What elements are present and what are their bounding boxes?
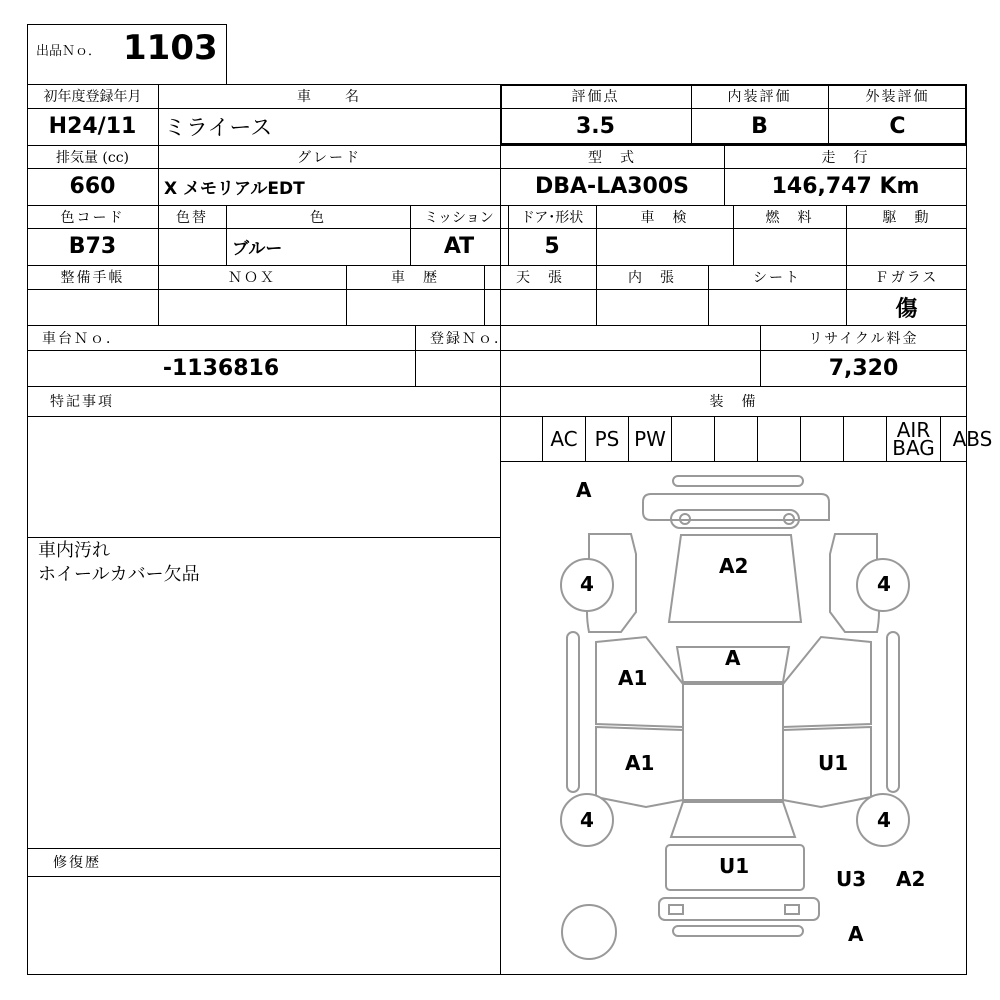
equipment-cell: AIR BAG — [886, 416, 940, 461]
interior-value: B — [751, 114, 768, 139]
exterior-value: C — [889, 114, 906, 139]
grade-label: グレード — [297, 149, 361, 166]
transmission-label: ミッション — [424, 209, 494, 226]
mark-rear-bumper: A — [848, 922, 864, 946]
mark-front: A — [576, 478, 592, 502]
equipment-cell — [843, 416, 886, 461]
inspection-value — [596, 228, 733, 265]
drive-value — [846, 228, 967, 265]
nox-label: ＮＯＸ — [228, 270, 276, 286]
color-label: 色 — [310, 209, 326, 226]
equipment-cell: AC — [542, 416, 585, 461]
drive-label: 駆 動 — [882, 209, 931, 226]
score-value: 3.5 — [576, 114, 615, 139]
equipment-cell: PS — [585, 416, 628, 461]
color-change-label: 色替 — [176, 209, 208, 226]
equipment-cell — [800, 416, 843, 461]
roof — [683, 684, 783, 800]
score-label: 評価点 — [571, 89, 620, 105]
car-name-label: 車 名 — [297, 89, 361, 105]
mileage-value: 146,747 Km — [771, 174, 920, 199]
displacement-label: 排気量 (cc) — [55, 149, 130, 166]
model-label: 型 式 — [588, 149, 636, 166]
mark-tire-rl: 4 — [580, 808, 594, 832]
color-change-value — [158, 228, 226, 265]
fuel-value — [733, 228, 846, 265]
equipment-cell — [500, 416, 542, 461]
spare-tire — [562, 905, 616, 959]
fuel-label: 燃 料 — [765, 209, 814, 226]
model-value: DBA-LA300S — [535, 174, 689, 199]
repair-label: 修復歴 — [53, 855, 101, 871]
mark-front-left-door: A1 — [618, 666, 648, 690]
mileage-label: 走 行 — [821, 149, 870, 166]
inner-label: 内 張 — [628, 270, 676, 286]
door-label: ドア･形状 — [520, 209, 584, 226]
maintenance-label: 整備手帳 — [60, 270, 125, 286]
registration-value — [415, 350, 760, 386]
first-reg-value: H24/11 — [48, 114, 137, 139]
equipment-cell: PW — [628, 416, 671, 461]
rear-window — [671, 802, 795, 837]
mark-tire-rr: 4 — [877, 808, 891, 832]
color-code-label: 色コード — [60, 209, 125, 226]
grade-value: X メモリアルEDT — [164, 179, 305, 199]
mark-rear-left-door: A1 — [625, 751, 655, 775]
chassis-label: 車台Ｎｏ． — [42, 330, 122, 347]
door-value: 5 — [544, 234, 560, 259]
front-right-door — [783, 637, 871, 727]
equipment-cell — [757, 416, 800, 461]
equipment-cell — [671, 416, 714, 461]
mark-tire-fr: 4 — [877, 572, 891, 596]
recycle-value: 7,320 — [828, 355, 899, 381]
equipment-cell — [714, 416, 757, 461]
mark-rear-right-door: U1 — [818, 751, 849, 775]
recycle-label: リサイクル料金 — [808, 330, 919, 347]
equipment-row — [500, 416, 993, 461]
inspection-label: 車 検 — [640, 209, 689, 226]
mark-trunk: U1 — [719, 854, 750, 878]
bonnet — [669, 535, 801, 622]
equipment-cell: ABS — [940, 416, 1000, 461]
first-reg-label: 初年度登録年月 — [43, 89, 142, 105]
history-label: 車 歴 — [391, 270, 439, 286]
transmission-value: AT — [443, 234, 475, 259]
mark-tire-fl: 4 — [580, 572, 594, 596]
color-code-value: B73 — [68, 234, 117, 259]
color-value: ブルー — [232, 239, 283, 259]
mark-rear-bumper-right: U3 — [836, 867, 867, 891]
car-diagram — [501, 462, 966, 974]
exterior-label: 外装評価 — [865, 89, 930, 105]
seat-label: シート — [753, 270, 801, 286]
mark-bonnet: A2 — [719, 554, 749, 578]
interior-label: 内装評価 — [727, 89, 792, 105]
front-bumper-strip — [673, 476, 803, 486]
lot-label: 出品Ｎｏ． — [36, 44, 102, 59]
remarks-text: 車内汚れ ホイールカバー欠品 — [38, 540, 200, 585]
displacement-value: 660 — [69, 174, 116, 199]
remarks-label: 特記事項 — [50, 394, 114, 410]
fglass-value: 傷 — [895, 296, 918, 322]
registration-label: 登録Ｎｏ． — [430, 330, 510, 347]
mark-rear-corner: A2 — [896, 867, 926, 891]
lot-number: 1103 — [123, 28, 218, 68]
mark-windshield: A — [725, 646, 741, 670]
equipment-label: 装 備 — [709, 394, 758, 410]
car-name-value: ミライース — [164, 116, 273, 141]
roof-label: 天 張 — [516, 270, 564, 286]
fglass-label: Ｆガラス — [874, 270, 939, 286]
chassis-value: -1136816 — [162, 355, 280, 381]
